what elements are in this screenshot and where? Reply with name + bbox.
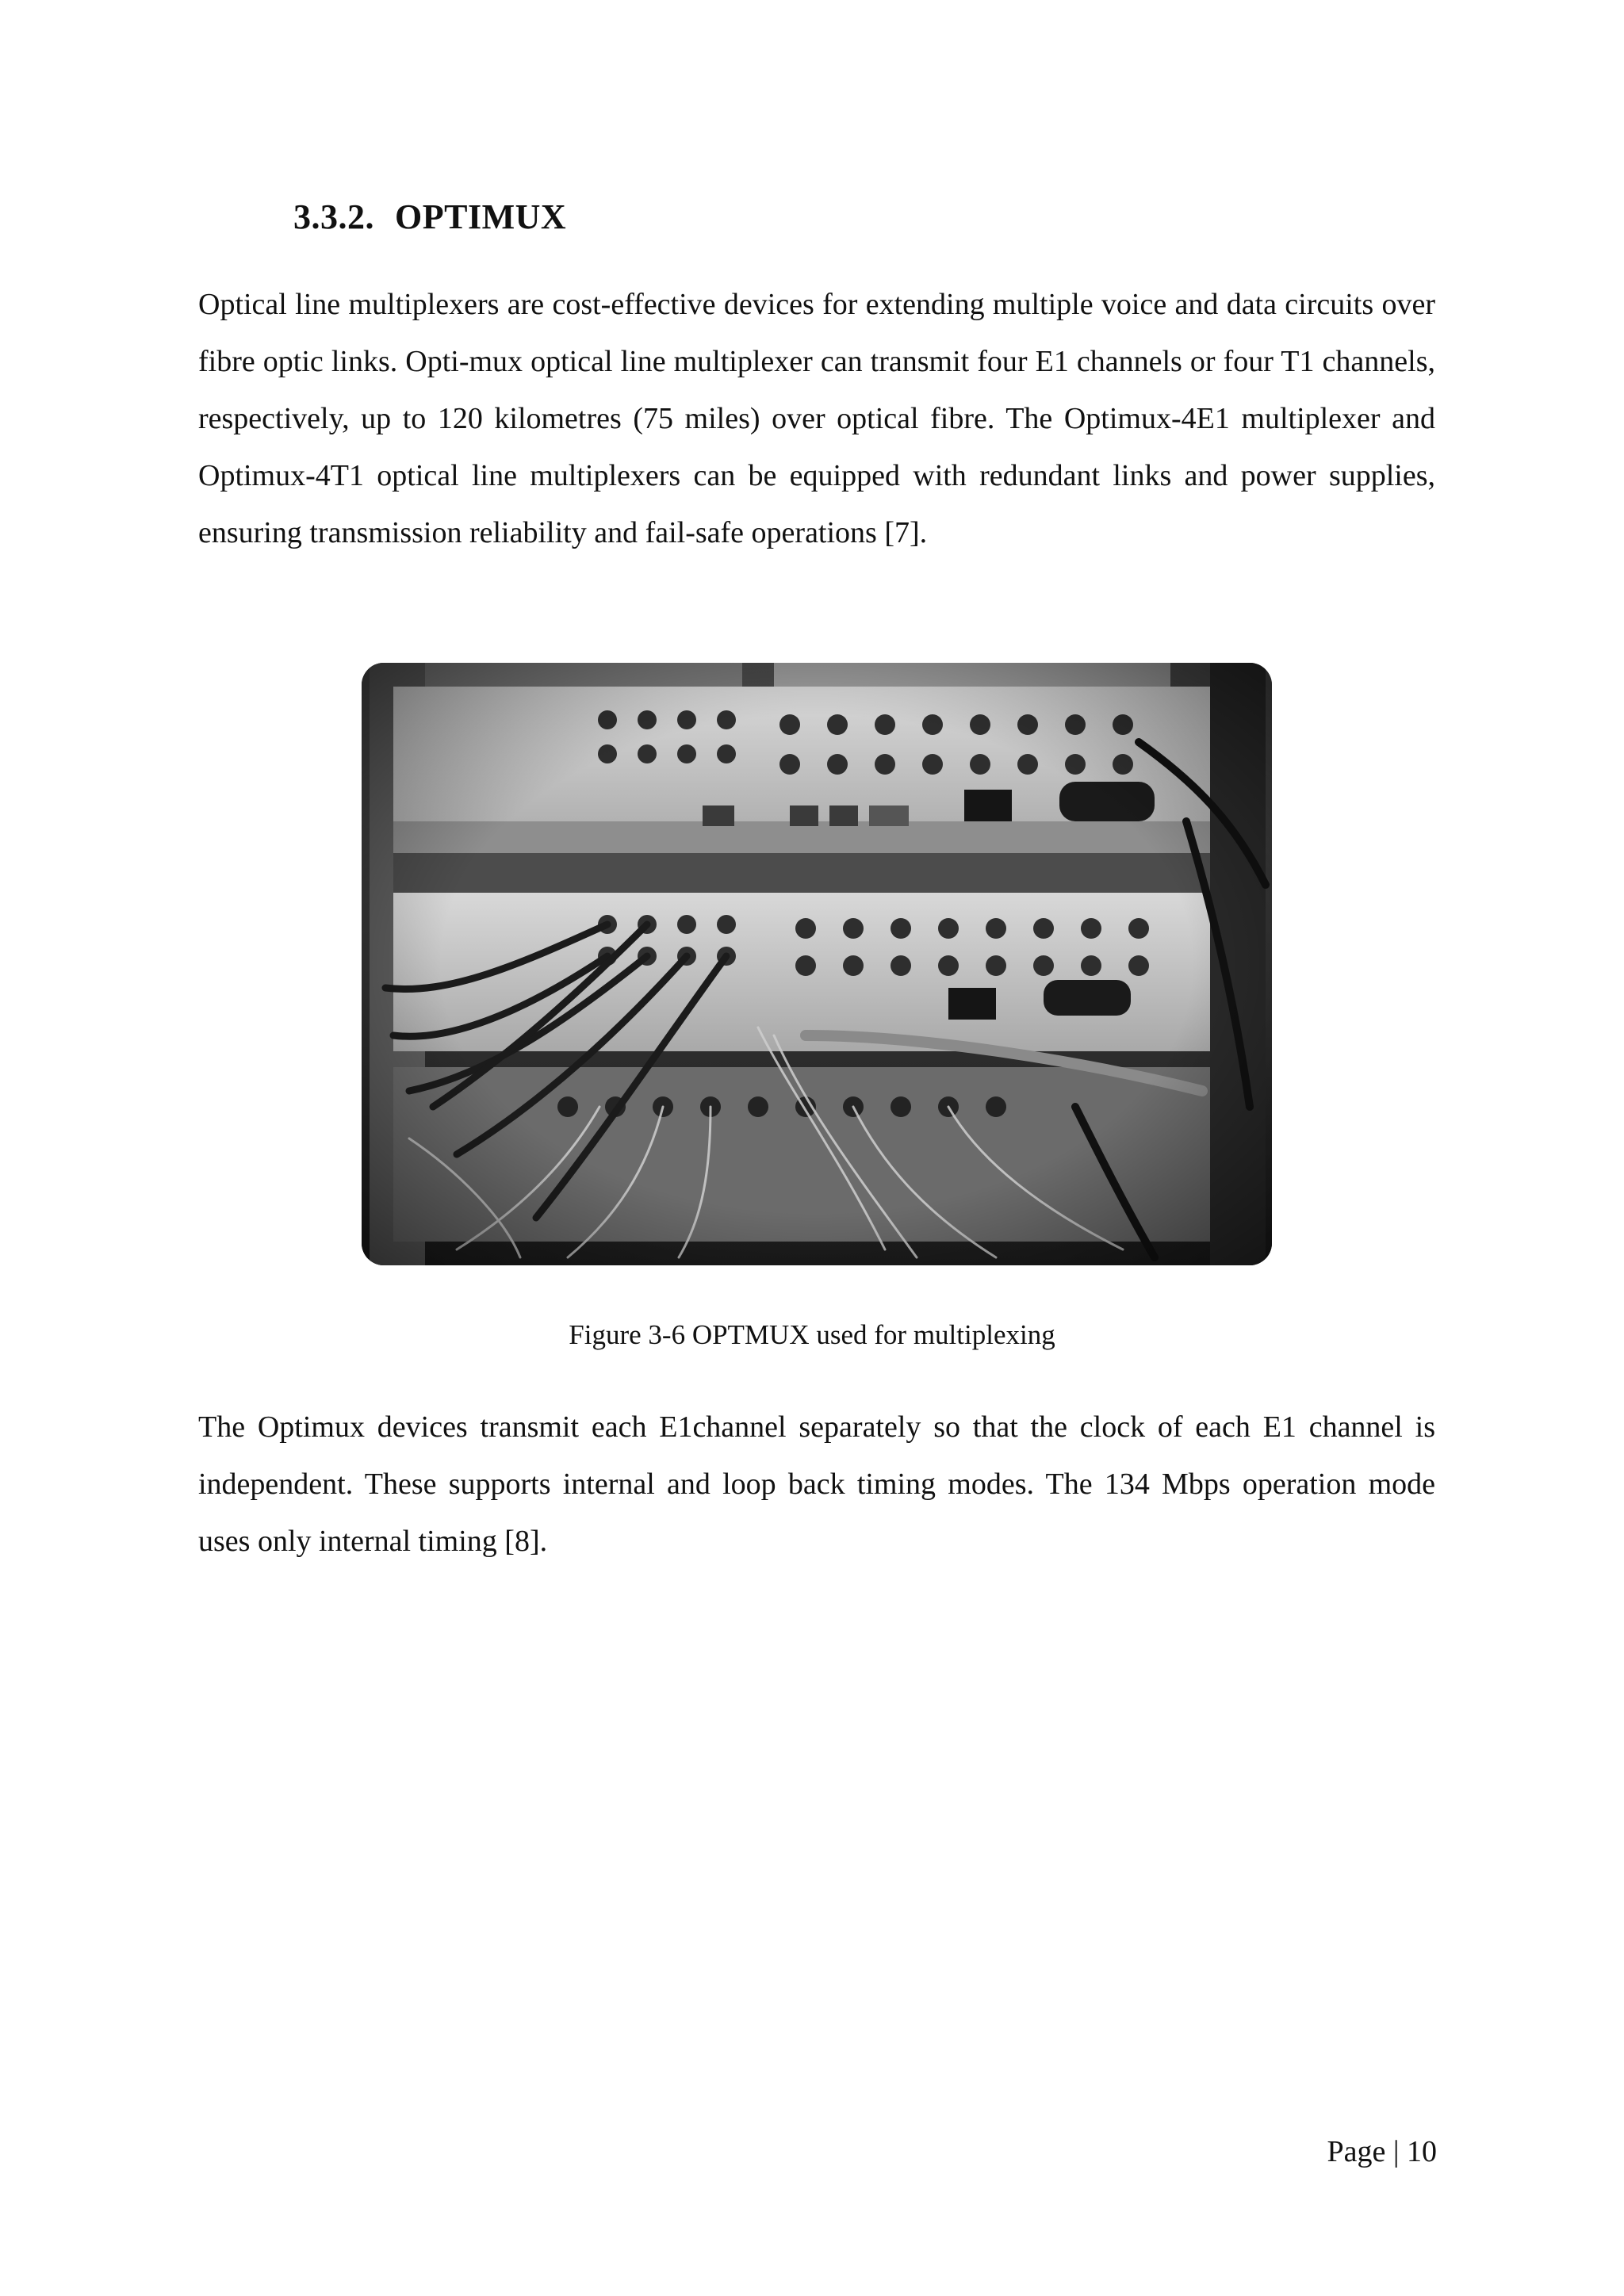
section-title: OPTIMUX <box>395 197 567 236</box>
intro-paragraph: Optical line multiplexers are cost-effective devices for extending multiple voice and data circuits over fibre optic links. Opti-mux optical line multiplexer can transmit four E1 channels or four T1 channels, respectively, up to 120 kilometres (75 miles) over optical fibre. The Optimux-4E1 multiplexer and Optimux-4T1 optical line multiplexers can be equipped with redundant links and power supplies, ensuring transmission reliability and fail-safe operations [7]. <box>198 288 1435 549</box>
figure-caption: Figure 3-6 OPTMUX used for multiplexing <box>569 1319 1055 1350</box>
optimux-rack-photo <box>362 663 1272 1265</box>
page-number: Page | 10 <box>1327 2135 1437 2168</box>
section-heading <box>293 197 566 237</box>
timing-paragraph: The Optimux devices transmit each E1channel separately so that the clock of each E1 channel is independent. These supports internal and loop back timing modes. The 134 Mbps operation mode uses only internal timing [8]. <box>198 1410 1435 1558</box>
section-number: 3.3.2. <box>293 197 374 236</box>
